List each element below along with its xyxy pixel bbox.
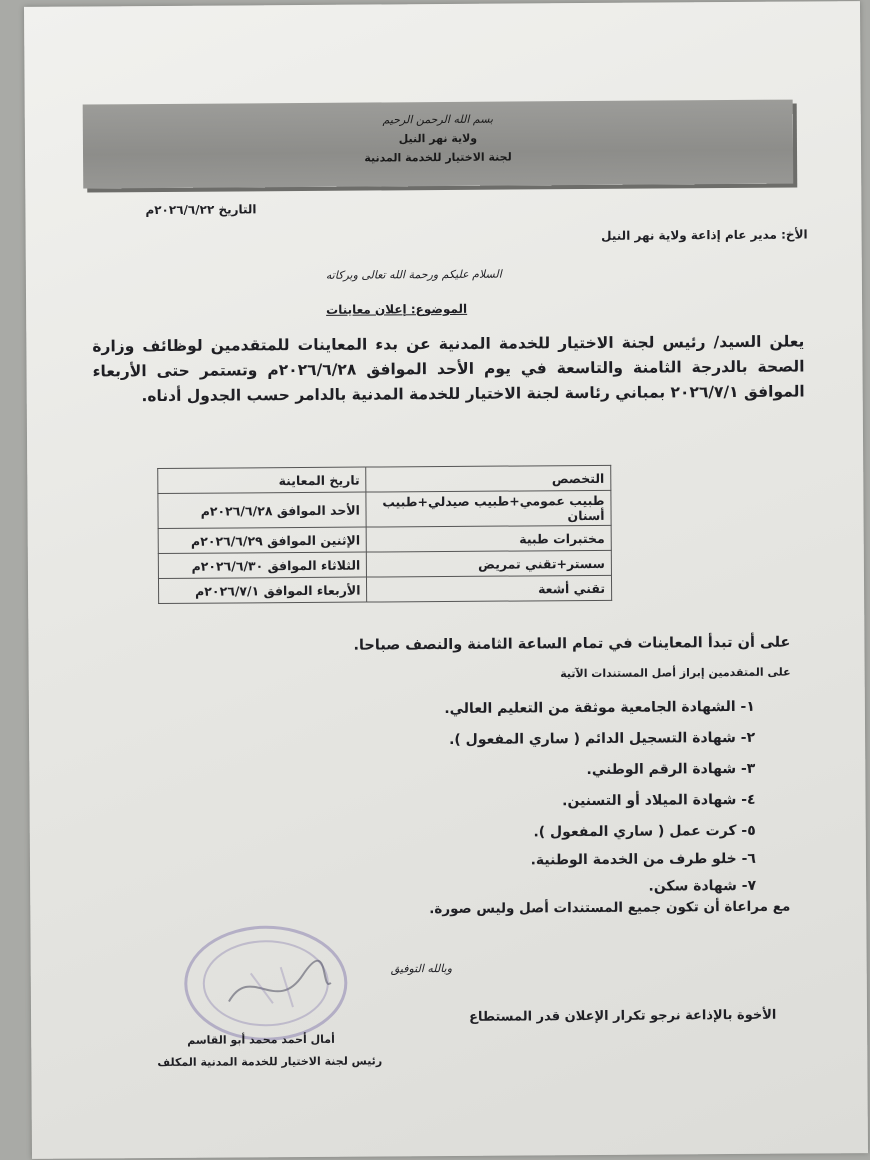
header-specialty: التخصص	[366, 465, 611, 492]
table-row	[158, 575, 611, 603]
table-row	[158, 550, 611, 578]
row-date: الأربعاء الموافق ٢٠٢٦/٧/١م	[158, 577, 367, 603]
letter-recipient: الأخ: مدير عام إذاعة ولاية نهر النيل	[601, 227, 808, 243]
row-date: الإثنين الموافق ٢٠٢٦/٦/٢٩م	[158, 527, 367, 553]
table-row	[158, 490, 611, 528]
row-specialty: تقني أشعة	[367, 575, 612, 602]
closing-phrase: وبالله التوفيق	[390, 961, 453, 976]
official-stamp-seal	[180, 923, 351, 1044]
list-item: ٦- خلو طرف من الخدمة الوطنية.	[530, 850, 757, 869]
row-date: الثلاثاء الموافق ٢٠٢٦/٦/٣٠م	[158, 552, 367, 578]
letterhead-basmala: بسم الله الرحمن الرحيم	[382, 112, 494, 127]
signatory-role: رئيس لجنة الاختيار للخدمة المدنية المكلف	[157, 1054, 383, 1070]
letterhead-banner	[83, 100, 794, 189]
document-page	[24, 1, 868, 1159]
repeat-request: الأخوة بالإذاعة نرجو تكرار الإعلان قدر المستطاع	[469, 1007, 777, 1025]
row-specialty: مختبرات طبية	[367, 525, 612, 552]
letterhead-committee: لجنة الاختيار للخدمة المدنية	[364, 150, 512, 165]
table-row	[158, 525, 611, 553]
schedule-table	[157, 465, 612, 604]
row-specialty: طبيب عمومي+طبيب صيدلي+طبيب أسنان	[366, 490, 611, 527]
signatory-name: أمال أحمد محمد أبو القاسم	[187, 1032, 335, 1047]
documents-intro: على المتقدمين إبراز أصل المستندات الآتية	[560, 665, 791, 681]
list-item: ٢- شهادة التسجيل الدائم ( ساري المفعول ).	[448, 729, 756, 748]
announcement-body: يعلن السيد/ رئيس لجنة الاختيار للخدمة المدنية عن بدء المعاينات للمتقدمين لوظائف وزارة الصحة بالدرجة الثامنة والتاسعة في يوم الأحد الموافق ٢٠٢٦/٦/٢٨م وتستمر حتى الأربعاء الموافق ٢٠٢٦/٧/١ بمباني رئاسة لجنة الاختيار للخدمة المدنية بالدامر حسب الجدول أدناه.	[92, 332, 805, 406]
row-specialty: سستر+تقني تمريض	[367, 550, 612, 577]
letter-greeting: السلام عليكم ورحمة الله تعالى وبركاته	[325, 267, 502, 282]
row-date: الأحد الموافق ٢٠٢٦/٦/٢٨م	[158, 492, 367, 528]
list-item: ٥- كرت عمل ( ساري المفعول ).	[533, 822, 756, 841]
list-item: ١- الشهادة الجامعية موثقة من التعليم العالي.	[444, 698, 755, 718]
letter-date: التاريخ ٢٠٢٦/٦/٢٢م	[145, 202, 257, 218]
letterhead-state: ولاية نهر النيل	[398, 131, 478, 146]
originals-note: مع مراعاة أن تكون جميع المستندات أصل وليس صورة.	[429, 898, 791, 918]
list-item: ٣- شهادة الرقم الوطني.	[586, 760, 756, 779]
list-item: ٧- شهادة سكن.	[648, 877, 757, 895]
header-date: تاريخ المعاينة	[158, 467, 367, 493]
letter-subject: الموضوع: إعلان معاينات	[326, 301, 468, 317]
table-header-row	[158, 465, 611, 493]
start-time-note: على أن تبدأ المعاينات في تمام الساعة الثامنة والنصف صباحا.	[353, 634, 791, 654]
list-item: ٤- شهادة الميلاد أو التسنين.	[562, 791, 756, 810]
